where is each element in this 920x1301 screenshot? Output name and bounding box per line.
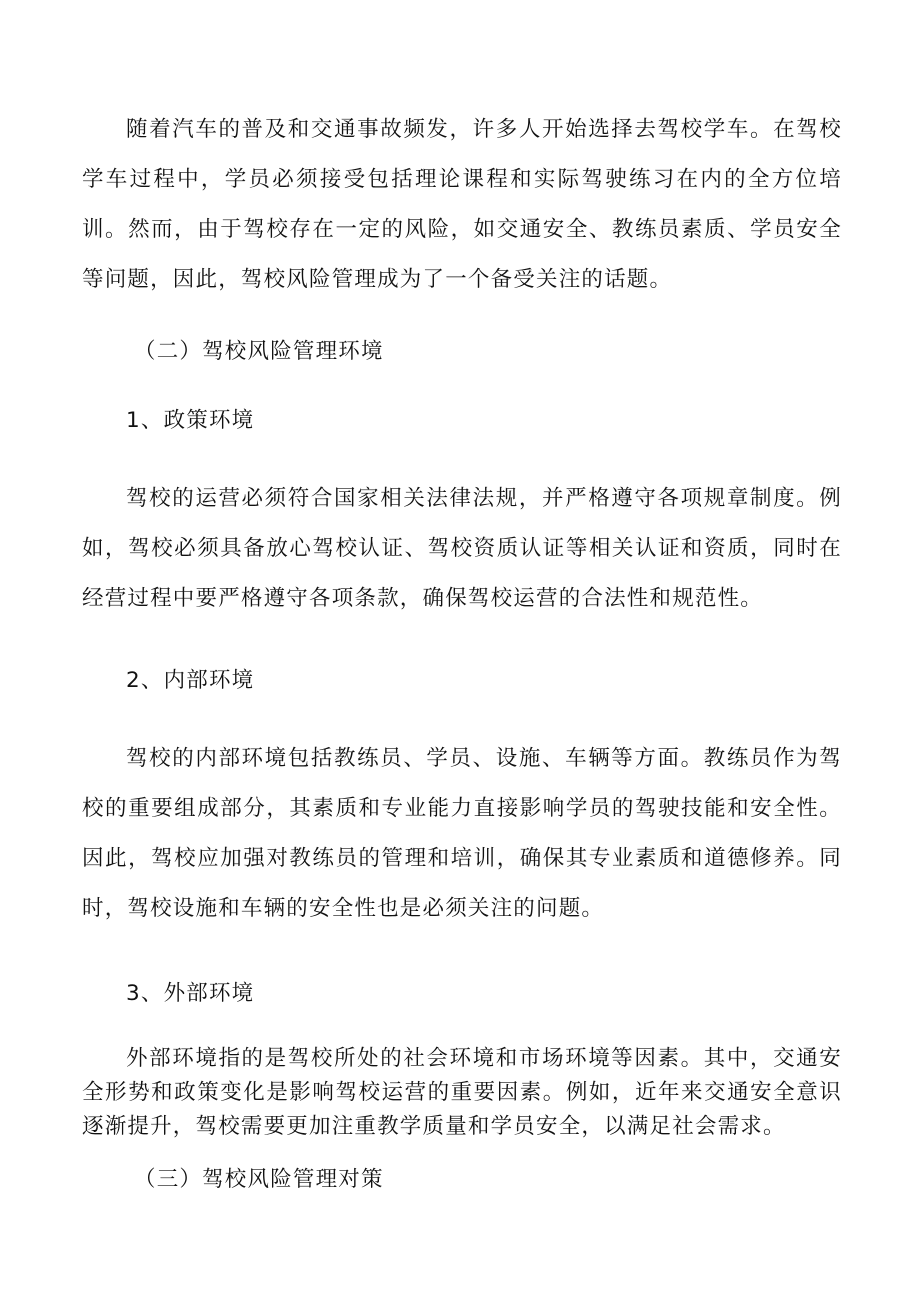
policy-environment-paragraph: 驾校的运营必须符合国家相关法律法规，并严格遵守各项规章制度。例如，驾校必须具备放心驾校认证、驾校资质认证等相关认证和资质，同时在经营过程中要严格遵守各项条款，确保驾校运营的合法性和规范性。 [82,486,842,611]
subsection-heading-internal-environment: 2、内部环境 [126,668,255,693]
subsection-heading-external-environment: 3、外部环境 [126,981,255,1006]
subsection-heading-policy-environment: 1、政策环境 [126,408,255,433]
internal-environment-paragraph: 驾校的内部环境包括教练员、学员、设施、车辆等方面。教练员作为驾校的重要组成部分，其素质和专业能力直接影响学员的驾驶技能和安全性。因此，驾校应加强对教练员的管理和培训，确保其专业素质和道德修养。同时，驾校设施和车辆的安全性也是必须关注的问题。 [82,746,842,921]
section-heading-risk-environment: （二）驾校风险管理环境 [134,339,384,364]
intro-paragraph: 随着汽车的普及和交通事故频发，许多人开始选择去驾校学车。在驾校学车过程中，学员必须接受包括理论课程和实际驾驶练习在内的全方位培训。然而，由于驾校存在一定的风险，如交通安全、教练员素质、学员安全等问题，因此，驾校风险管理成为了一个备受关注的话题。 [82,117,842,292]
external-environment-paragraph: 外部环境指的是驾校所处的社会环境和市场环境等因素。其中，交通安全形势和政策变化是影响驾校运营的重要因素。例如，近年来交通安全意识逐渐提升，驾校需要更加注重教学质量和学员安全，以满足社会需求。 [82,1046,842,1139]
section-heading-risk-countermeasures: （三）驾校风险管理对策 [134,1167,384,1192]
